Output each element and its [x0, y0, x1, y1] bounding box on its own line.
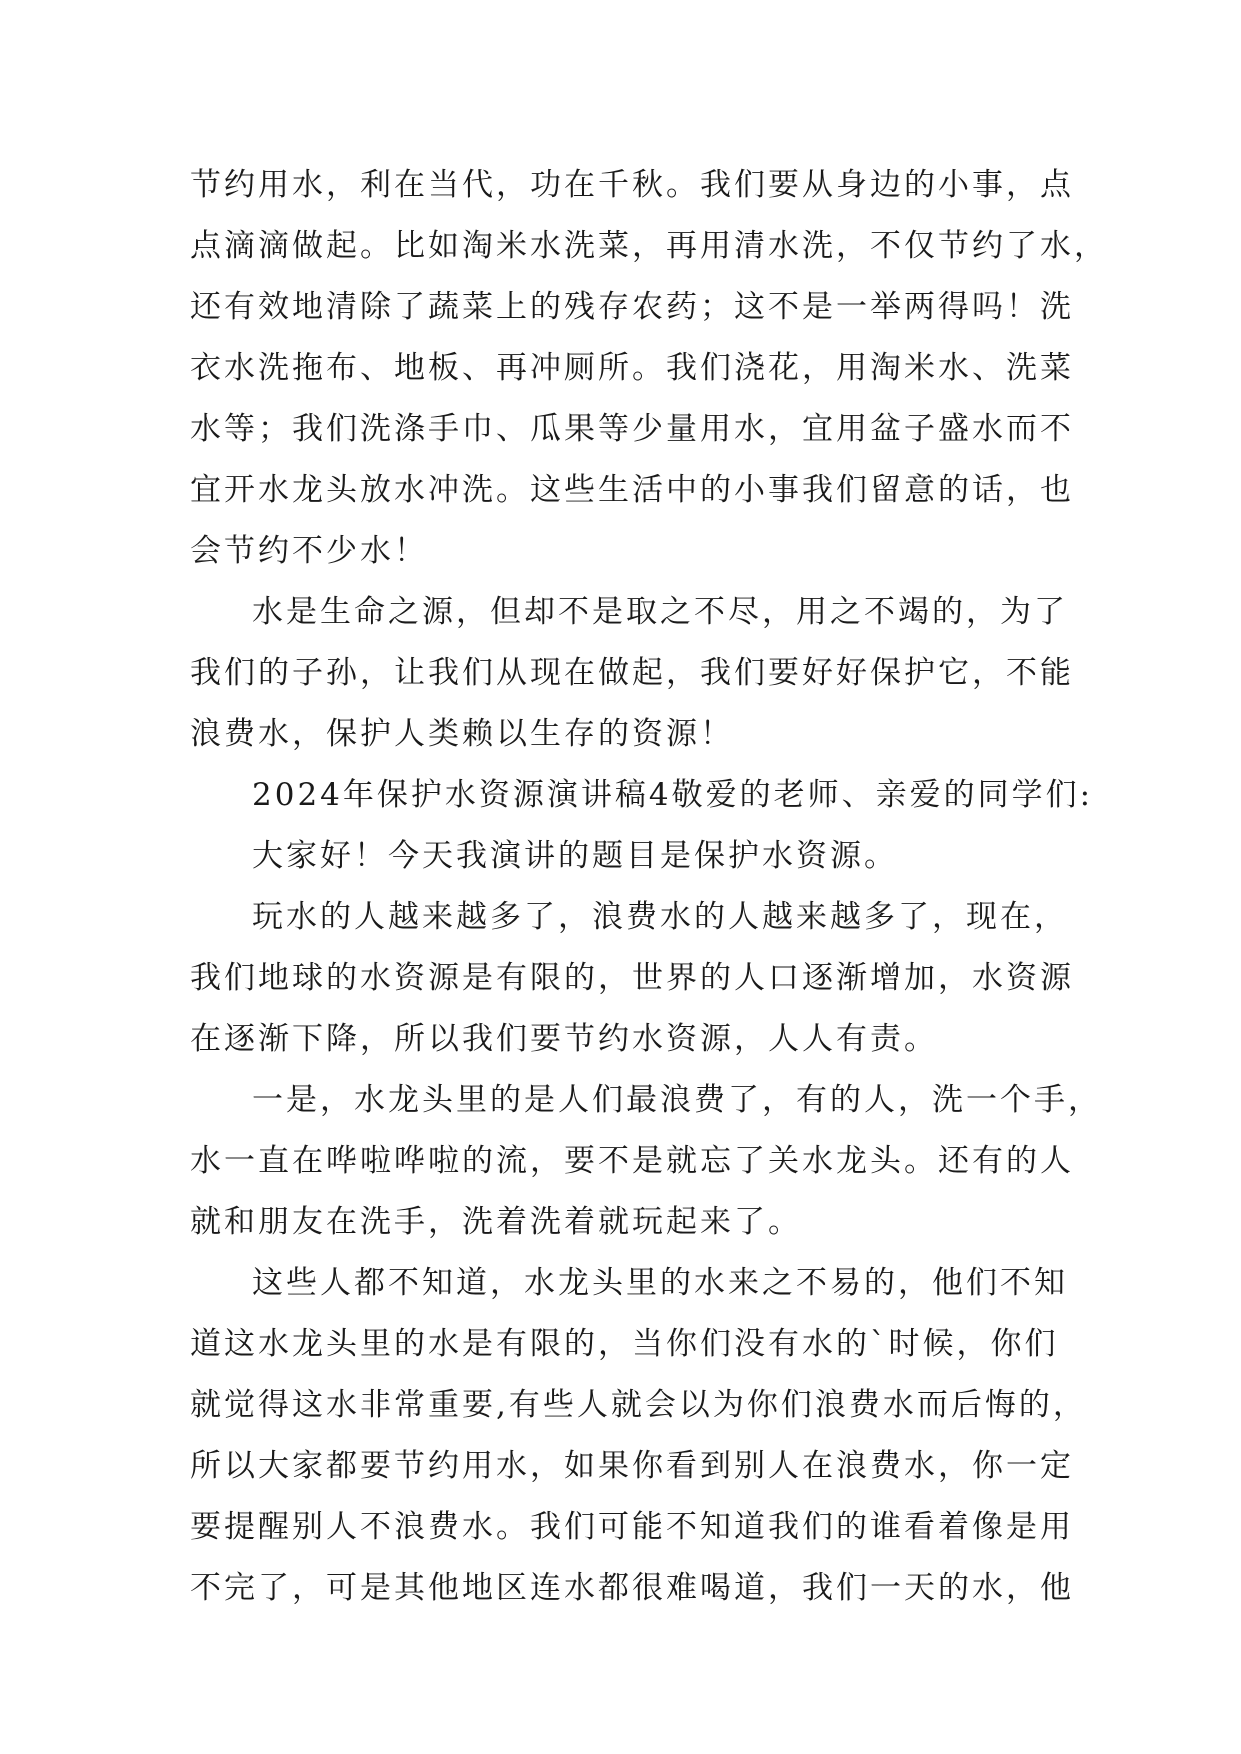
paragraph [190, 1253, 1087, 1619]
text-line: 就和朋友在洗手，洗着洗着就玩起来了。 [190, 1204, 802, 1240]
text-line: 要提醒别人不浪费水。我们可能不知道我们的谁看着像是用 [190, 1509, 1074, 1545]
text-line: 就觉得这水非常重要,有些人就会以为你们浪费水而后悔的， [190, 1387, 1087, 1423]
paragraph [190, 826, 1060, 887]
text-line: 点滴滴做起。比如淘米水洗菜，再用清水洗，不仅节约了水， [190, 228, 1108, 264]
text-line: 水是生命之源，但却不是取之不尽，用之不竭的，为了 [252, 594, 1068, 630]
text-line: 水等；我们洗涤手巾、瓜果等少量用水，宜用盆子盛水而不 [190, 411, 1074, 447]
paragraph [190, 582, 1074, 765]
text-line: 会节约不少水！ [190, 533, 428, 569]
text-line: 节约用水，利在当代，功在千秋。我们要从身边的小事，点 [190, 167, 1074, 203]
paragraph [190, 1070, 1102, 1253]
text-line: 道这水龙头里的水是有限的，当你们没有水的`时候，你们 [190, 1326, 1059, 1362]
paragraph [190, 155, 1108, 582]
text-line: 我们地球的水资源是有限的，世界的人口逐渐增加，水资源 [190, 960, 1074, 996]
speech-title-line: 2024年保护水资源演讲稿4敬爱的老师、亲爱的同学们: [252, 777, 1094, 813]
document-body [190, 155, 1108, 1619]
text-line: 浪费水，保护人类赖以生存的资源！ [190, 716, 734, 752]
text-line: 还有效地清除了蔬菜上的残存农药；这不是一举两得吗！洗 [190, 289, 1074, 325]
text-line: 所以大家都要节约用水，如果你看到别人在浪费水，你一定 [190, 1448, 1074, 1484]
greeting-line: 大家好！今天我演讲的题目是保护水资源。 [252, 838, 898, 874]
paragraph [190, 765, 1094, 826]
text-line: 玩水的人越来越多了，浪费水的人越来越多了，现在， [252, 899, 1068, 935]
text-line: 一是，水龙头里的是人们最浪费了，有的人，洗一个手， [252, 1082, 1102, 1118]
text-line: 水一直在哗啦哗啦的流，要不是就忘了关水龙头。还有的人 [190, 1143, 1074, 1179]
text-line: 我们的子孙，让我们从现在做起，我们要好好保护它，不能 [190, 655, 1074, 691]
text-line: 衣水洗拖布、地板、再冲厕所。我们浇花，用淘米水、洗菜 [190, 350, 1074, 386]
paragraph [190, 887, 1074, 1070]
text-line: 在逐渐下降，所以我们要节约水资源，人人有责。 [190, 1021, 938, 1057]
text-line: 不完了，可是其他地区连水都很难喝道，我们一天的水，他 [190, 1570, 1074, 1606]
text-line: 这些人都不知道，水龙头里的水来之不易的，他们不知 [252, 1265, 1068, 1301]
text-line: 宜开水龙头放水冲洗。这些生活中的小事我们留意的话，也 [190, 472, 1074, 508]
